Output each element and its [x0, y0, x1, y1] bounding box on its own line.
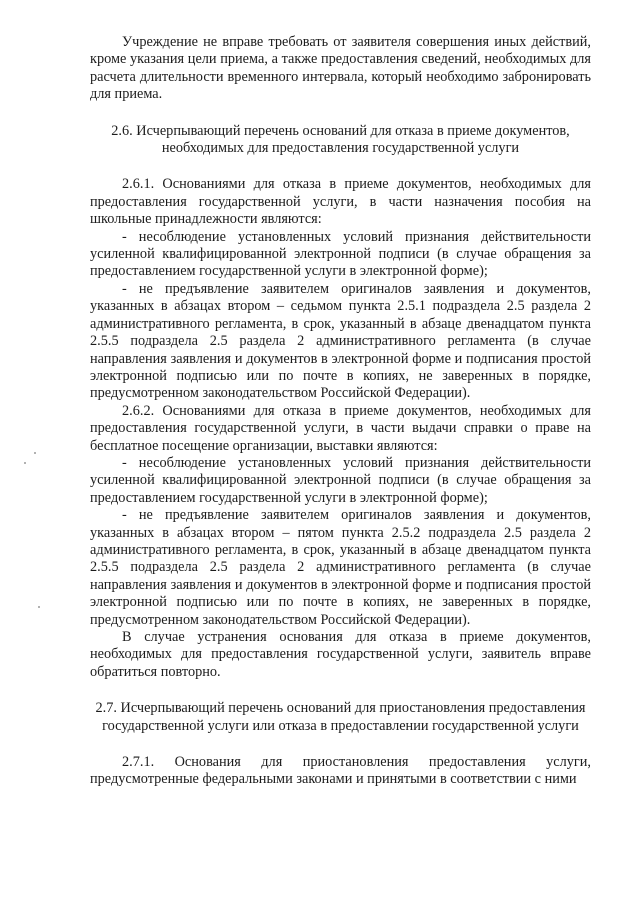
scan-speck — [38, 606, 40, 608]
paragraph-reception-requirements: Учреждение не вправе требовать от заявителя совершения иных действий, кроме указания цели приема, а также предоставления сведений, необходимых для расчета длительности временного интервала, который необходимо забронировать для приема. — [90, 34, 591, 103]
paragraph-2-6-1-item-originals: - не предъявление заявителем оригиналов заявления и документов, указанных в абзацах втором – седьмом пункта 2.5.1 подраздела 2.5 раздела 2 административного регламента, в срок, указанный в абзаце двенадцатом пункта 2.5.5 подраздела 2.5 раздела 2 административного регламента (в случае направления заявления и документов в электронной форме и подписания простой электронной подписью или по почте в копиях, не заверенных в порядке, предусмотренном законодательством Российской Федерации). — [90, 280, 591, 402]
paragraph-2-6-1-item-signature: - несоблюдение установленных условий признания действительности усиленной квалифицированной электронной подписи (в случае обращения за предоставлением государственной услуги в электронной форме); — [90, 228, 591, 280]
scan-speck — [24, 462, 26, 464]
section-heading-2-7: 2.7. Исчерпывающий перечень оснований для приостановления предоставления государственной услуги или отказа в предоставлении государственной услуги — [95, 700, 586, 734]
paragraph-2-6-2-item-signature: - несоблюдение установленных условий признания действительности усиленной квалифицированной электронной подписи (в случае обращения за предоставлением государственной услуги в электронной форме); — [90, 454, 591, 506]
scan-speck — [34, 452, 36, 454]
section-heading-2-6: 2.6. Исчерпывающий перечень оснований для отказа в приеме документов, необходимых для предоставления государственной услуги — [111, 122, 570, 157]
paragraph-2-6-2: 2.6.2. Основаниями для отказа в приеме документов, необходимых для предоставления государственной услуги, в части выдачи справки о праве на бесплатное посещение организации, выставки являются: — [90, 402, 591, 454]
paragraph-repeat-request: В случае устранения основания для отказа в приеме документов, необходимых для предоставления государственной услуги, заявитель вправе обратиться повторно. — [90, 629, 591, 680]
paragraph-2-6-1: 2.6.1. Основаниями для отказа в приеме документов, необходимых для предоставления государственной услуги, в части назначения пособия на школьные принадлежности являются: — [90, 176, 591, 228]
paragraph-2-7-1: 2.7.1. Основания для приостановления предоставления услуги, предусмотренные федеральными законами и принятыми в соответствии с ними — [90, 754, 591, 788]
paragraph-2-6-2-item-originals: - не предъявление заявителем оригиналов заявления и документов, указанных в абзацах втором – пятом пункта 2.5.2 подраздела 2.5 раздела 2 административного регламента, в срок, указанный в абзаце двенадцатом пункта 2.5.5 подраздела 2.5 раздела 2 административного регламента (в случае направления заявления и документов в электронной форме и подписания простой электронной подписью или по почте в копиях, не заверенных в порядке, предусмотренном законодательством Российской Федерации). — [90, 507, 591, 628]
